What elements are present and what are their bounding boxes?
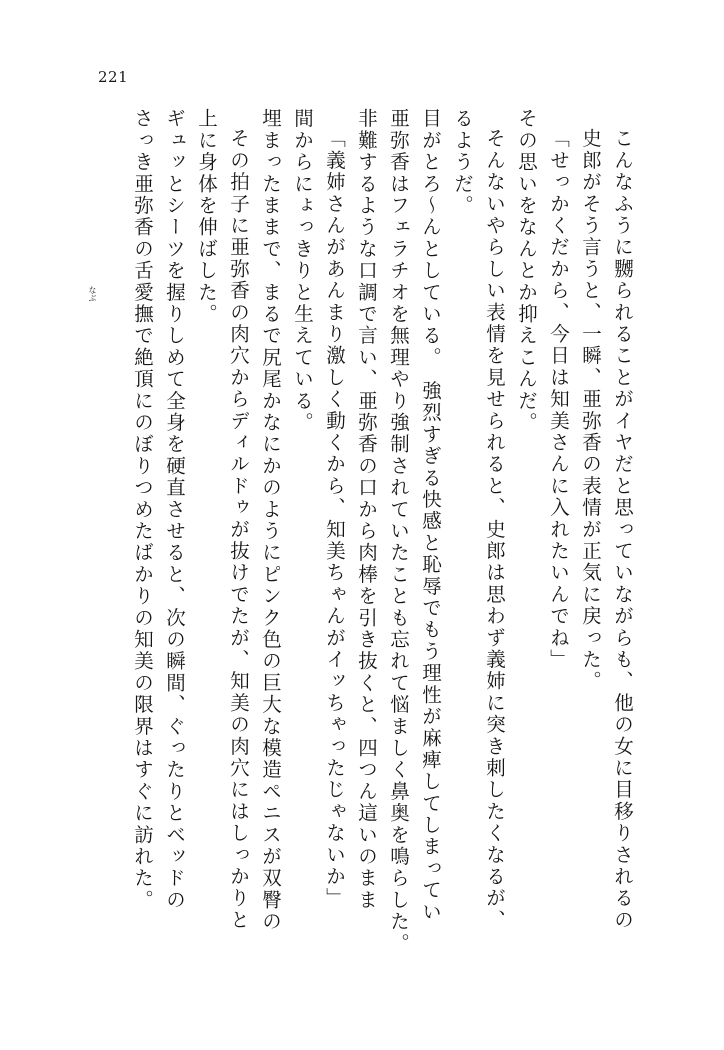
text-column: 埋まったままで、まるで尻尾かなにかのようにピンク色の巨大な模造ペニスが双臀の — [259, 108, 282, 933]
text-column: そんないやらしい表情を見せられると、史郎は思わず義姉に突き刺したくなるが、 — [483, 128, 506, 931]
text-column: 間からにょっきりと生えている。 — [291, 108, 314, 434]
text-column: こんなふうに嬲られることがイヤだと思っていながらも、他の女に目移りされるの — [611, 128, 634, 931]
text-column: 目がとろ～んとしている。 強烈すぎる快感と恥辱でもう理性が麻痺してしまってい — [419, 108, 442, 923]
page-number: 221 — [98, 68, 129, 86]
text-column: 史郎がそう言うと、一瞬、亜弥香の表情が正気に戻った。 — [579, 128, 602, 693]
text-column: 亜弥香はフェラチオを無理やり強制されていたことも忘れて悩ましく鼻奥を鳴らした。 — [387, 108, 410, 955]
text-column: 「義姉さんがあんまり激しく動くから、知美ちゃんがイッちゃったじゃないか」 — [323, 128, 346, 910]
text-column: 「せっかくだから、今日は知美さんに入れたいんでね」 — [547, 128, 570, 671]
ruby-annotation: なぶ — [88, 286, 97, 302]
text-column: るようだ。 — [451, 108, 474, 217]
text-column: ギュッとシーツを握りしめて全身を硬直させると、次の瞬間、ぐったりとベッドの — [163, 108, 186, 911]
text-column: その拍子に亜弥香の肉穴からディルドゥが抜けでたが、知美の肉穴にはしっかりと — [227, 128, 250, 931]
text-column: さっき亜弥香の舌愛撫で絶頂にのぼりつめたばかりの知美の限界はすぐに訪れた。 — [131, 108, 154, 911]
text-column: 非難するような口調で言い、亜弥香の口から肉棒を引き抜くと、四つん這いのまま — [355, 108, 378, 911]
text-column: その思いをなんとか抑えこんだ。 — [515, 108, 538, 434]
text-column: 上に身体を伸ばした。 — [195, 108, 218, 325]
vertical-text-body — [120, 108, 632, 968]
